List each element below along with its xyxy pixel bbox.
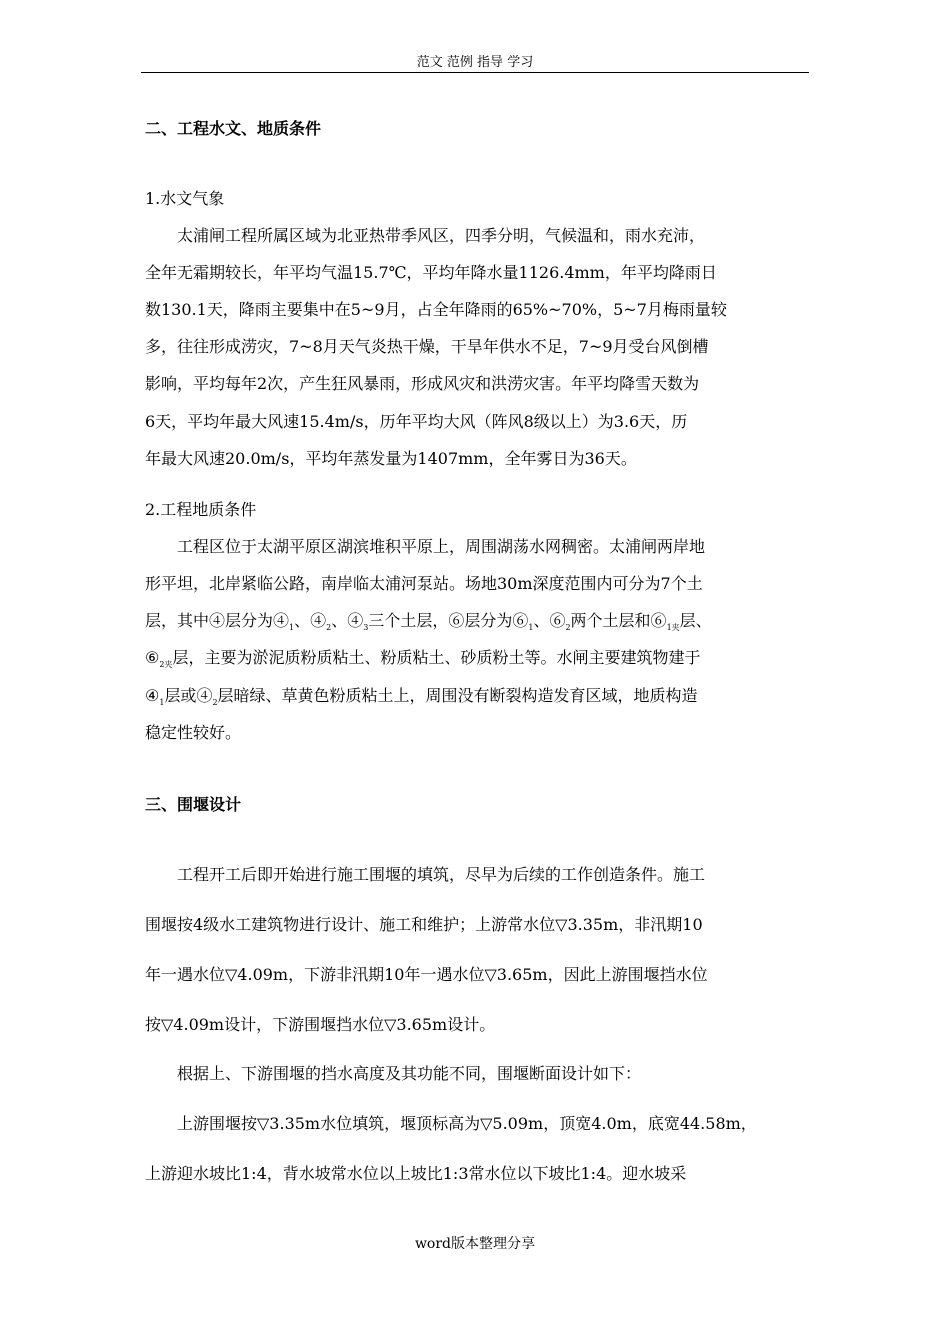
text-run: 层、	[679, 611, 712, 630]
subscript: 3	[363, 623, 369, 632]
text-line: 形平坦，北岸紧临公路，南岸临太浦河泵站。场地30m深度范围内可分为7个土	[145, 574, 703, 593]
text-line: 稳定性较好。	[145, 723, 242, 742]
subscript: 1	[289, 623, 295, 632]
text-run: 、④	[294, 611, 327, 630]
text-line: 数130.1天，降雨主要集中在5~9月，占全年降雨的65%~70%，5~7月梅雨量较	[145, 300, 727, 319]
subsection-2-1-title: 1.水文气象	[145, 189, 225, 208]
section-2-title: 二、工程水文、地质条件	[145, 119, 322, 138]
text-line: 影响，平均每年2次，产生狂风暴雨，形成风灾和洪涝灾害。年平均降雪天数为	[145, 374, 700, 393]
text-line: 多，往往形成涝灾，7~8月天气炎热干燥，干旱年供水不足，7~9月受台风倒槽	[145, 337, 709, 356]
subscript: 2	[326, 623, 332, 632]
text-run: ④	[145, 686, 160, 705]
section-3-title: 三、围堰设计	[145, 795, 242, 814]
text-line: 6天，平均年最大风速15.4m/s，历年平均大风（阵风8级以上）为3.6天，历	[145, 412, 688, 431]
text-run: 、⑥	[533, 611, 566, 630]
text-run: 层，主要为淤泥质粉质粘土、粉质粘土、砂质粉土等。水闸主要建筑物建于	[172, 648, 701, 667]
text-line-with-subscripts	[145, 683, 698, 706]
text-line-with-subscripts	[145, 645, 700, 668]
text-run: 层暗绿、草黄色粉质粘土上，周围没有断裂构造发育区域，地质构造	[217, 686, 698, 705]
text-line: 按▽4.09m设计，下游围堰挡水位▽3.65m设计。	[145, 1015, 496, 1034]
subscript: 1	[528, 623, 534, 632]
subscript: 2	[565, 623, 571, 632]
subscript: 1夹	[666, 623, 680, 632]
text-line: 太浦闸工程所属区域为北亚热带季风区，四季分明，气候温和，雨水充沛，	[145, 226, 706, 245]
text-run: 、④	[331, 611, 364, 630]
page-header: 范文 范例 指导 学习	[141, 54, 809, 73]
text-run: 两个土层和⑥	[570, 611, 667, 630]
subsection-2-2-title: 2.工程地质条件	[145, 500, 257, 519]
text-line: 围堰按4级水工建筑物进行设计、施工和维护；上游常水位▽3.35m，非汛期10	[145, 915, 703, 934]
paragraph-section-design: 根据上、下游围堰的挡水高度及其功能不同，围堰断面设计如下：	[145, 1064, 642, 1083]
text-line: 年最大风速20.0m/s，平均年蒸发量为1407mm，全年雾日为36天。	[145, 449, 637, 468]
subscript: 2	[212, 698, 218, 707]
page-footer: word版本整理分享	[414, 1236, 536, 1252]
text-run: 三个土层，⑥层分为⑥	[368, 611, 529, 630]
text-line: 上游迎水坡比1:4，背水坡常水位以上坡比1:3常水位以下坡比1:4。迎水坡采	[145, 1164, 687, 1183]
text-line: 上游围堰按▽3.35m水位填筑，堰顶标高为▽5.09m，顶宽4.0m，底宽44.58m，	[145, 1114, 757, 1133]
text-line: 全年无霜期较长，年平均气温15.7℃，平均年降水量1126.4mm，年平均降雨日	[145, 263, 717, 282]
text-line: 工程开工后即开始进行施工围堰的填筑，尽早为后续的工作创造条件。施工	[145, 865, 706, 884]
text-line: 工程区位于太湖平原区湖滨堆积平原上，周围湖荡水网稠密。太浦闸两岸地	[145, 537, 706, 556]
text-line-with-subscripts	[145, 608, 712, 631]
subscript: 2夹	[159, 660, 173, 669]
text-run: 层，其中④层分为④	[145, 611, 290, 630]
text-run: ⑥	[145, 648, 160, 667]
text-run: 层或④	[164, 686, 213, 705]
subscript: 1	[159, 698, 165, 707]
text-line: 年一遇水位▽4.09m，下游非汛期10年一遇水位▽3.65m，因此上游围堰挡水位	[145, 965, 708, 984]
